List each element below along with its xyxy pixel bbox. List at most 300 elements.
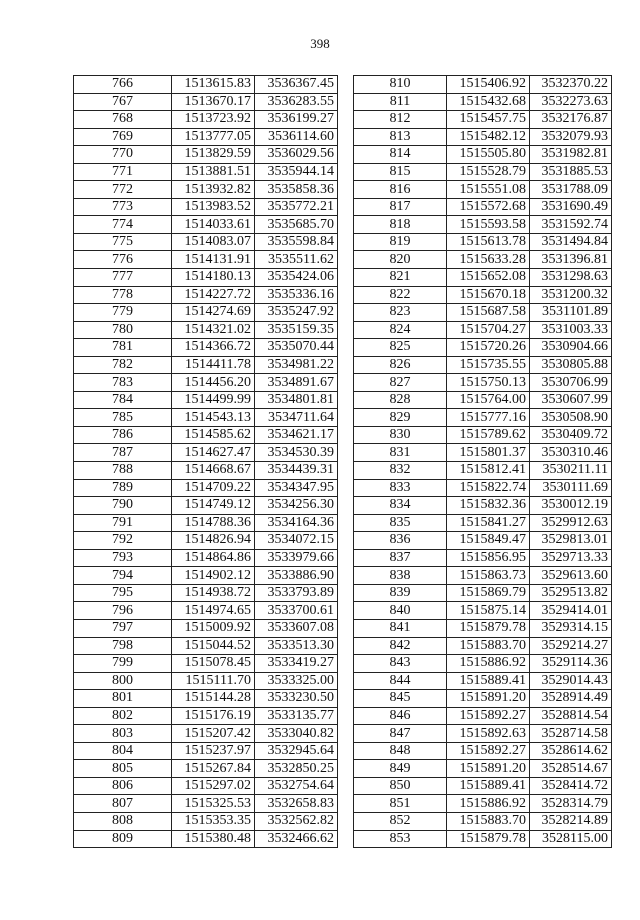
y-coordinate-cell: 3528115.00 — [530, 830, 612, 848]
y-coordinate-cell: 3531298.63 — [530, 269, 612, 287]
x-coordinate-cell: 1515735.55 — [447, 356, 530, 374]
table-row — [74, 532, 338, 550]
y-coordinate-cell: 3534164.36 — [255, 514, 338, 532]
x-coordinate-cell: 1515863.73 — [447, 567, 530, 585]
table-row — [74, 777, 338, 795]
point-number-cell: 777 — [74, 269, 172, 287]
y-coordinate-cell: 3529114.36 — [530, 655, 612, 673]
point-number-cell: 838 — [354, 567, 447, 585]
point-number-cell: 786 — [74, 426, 172, 444]
page-number: 398 — [310, 36, 330, 51]
table-row — [74, 286, 338, 304]
point-number-cell: 847 — [354, 725, 447, 743]
table-row — [354, 339, 612, 357]
x-coordinate-cell: 1514788.36 — [172, 514, 255, 532]
point-number-cell: 816 — [354, 181, 447, 199]
table-row — [354, 76, 612, 94]
point-number-cell: 810 — [354, 76, 447, 94]
x-coordinate-cell: 1514227.72 — [172, 286, 255, 304]
point-number-cell: 787 — [74, 444, 172, 462]
x-coordinate-cell: 1515879.78 — [447, 830, 530, 848]
point-number-cell: 812 — [354, 111, 447, 129]
point-number-cell: 824 — [354, 321, 447, 339]
x-coordinate-cell: 1515505.80 — [447, 146, 530, 164]
y-coordinate-cell: 3531592.74 — [530, 216, 612, 234]
point-number-cell: 768 — [74, 111, 172, 129]
point-number-cell: 774 — [74, 216, 172, 234]
x-coordinate-cell: 1514902.12 — [172, 567, 255, 585]
point-number-cell: 776 — [74, 251, 172, 269]
x-coordinate-cell: 1514131.91 — [172, 251, 255, 269]
x-coordinate-cell: 1515009.92 — [172, 619, 255, 637]
x-coordinate-cell: 1515849.47 — [447, 532, 530, 550]
y-coordinate-cell: 3535511.62 — [255, 251, 338, 269]
x-coordinate-cell: 1513670.17 — [172, 93, 255, 111]
point-number-cell: 791 — [74, 514, 172, 532]
x-coordinate-cell: 1514974.65 — [172, 602, 255, 620]
point-number-cell: 802 — [74, 707, 172, 725]
point-number-cell: 807 — [74, 795, 172, 813]
y-coordinate-cell: 3534347.95 — [255, 479, 338, 497]
x-coordinate-cell: 1514749.12 — [172, 497, 255, 515]
y-coordinate-cell: 3535336.16 — [255, 286, 338, 304]
x-coordinate-cell: 1513983.52 — [172, 198, 255, 216]
y-coordinate-cell: 3535685.70 — [255, 216, 338, 234]
table-row — [354, 356, 612, 374]
x-coordinate-cell: 1515613.78 — [447, 233, 530, 251]
table-row — [354, 181, 612, 199]
point-number-cell: 843 — [354, 655, 447, 673]
x-coordinate-cell: 1514274.69 — [172, 304, 255, 322]
x-coordinate-cell: 1513777.05 — [172, 128, 255, 146]
point-number-cell: 831 — [354, 444, 447, 462]
y-coordinate-cell: 3532176.87 — [530, 111, 612, 129]
y-coordinate-cell: 3531003.33 — [530, 321, 612, 339]
table-row — [354, 304, 612, 322]
y-coordinate-cell: 3528614.62 — [530, 742, 612, 760]
point-number-cell: 779 — [74, 304, 172, 322]
point-number-cell: 821 — [354, 269, 447, 287]
x-coordinate-cell: 1514543.13 — [172, 409, 255, 427]
y-coordinate-cell: 3530012.19 — [530, 497, 612, 515]
table-row — [354, 830, 612, 848]
point-number-cell: 853 — [354, 830, 447, 848]
x-coordinate-cell: 1515297.02 — [172, 777, 255, 795]
x-coordinate-cell: 1514411.78 — [172, 356, 255, 374]
table-row — [354, 619, 612, 637]
x-coordinate-cell: 1515380.48 — [172, 830, 255, 848]
table-row — [354, 163, 612, 181]
point-number-cell: 851 — [354, 795, 447, 813]
x-coordinate-cell: 1514585.62 — [172, 426, 255, 444]
x-coordinate-cell: 1515551.08 — [447, 181, 530, 199]
y-coordinate-cell: 3536029.56 — [255, 146, 338, 164]
table-row — [354, 549, 612, 567]
point-number-cell: 767 — [74, 93, 172, 111]
y-coordinate-cell: 3533793.89 — [255, 584, 338, 602]
table-row — [354, 655, 612, 673]
table-row — [74, 619, 338, 637]
point-number-cell: 788 — [74, 462, 172, 480]
y-coordinate-cell: 3534711.64 — [255, 409, 338, 427]
y-coordinate-cell: 3532079.93 — [530, 128, 612, 146]
y-coordinate-cell: 3533419.27 — [255, 655, 338, 673]
point-number-cell: 814 — [354, 146, 447, 164]
table-row — [354, 321, 612, 339]
y-coordinate-cell: 3532945.64 — [255, 742, 338, 760]
x-coordinate-cell: 1514456.20 — [172, 374, 255, 392]
table-row — [354, 444, 612, 462]
table-row — [74, 198, 338, 216]
y-coordinate-cell: 3528514.67 — [530, 760, 612, 778]
x-coordinate-cell: 1513932.82 — [172, 181, 255, 199]
y-coordinate-cell: 3528314.79 — [530, 795, 612, 813]
y-coordinate-cell: 3533513.30 — [255, 637, 338, 655]
table-row — [74, 374, 338, 392]
x-coordinate-cell: 1514321.02 — [172, 321, 255, 339]
table-row — [74, 707, 338, 725]
table-row — [74, 812, 338, 830]
y-coordinate-cell: 3530706.99 — [530, 374, 612, 392]
y-coordinate-cell: 3529513.82 — [530, 584, 612, 602]
y-coordinate-cell: 3528914.49 — [530, 690, 612, 708]
table-row — [74, 795, 338, 813]
x-coordinate-cell: 1514864.86 — [172, 549, 255, 567]
point-number-cell: 819 — [354, 233, 447, 251]
point-number-cell: 832 — [354, 462, 447, 480]
x-coordinate-cell: 1515457.75 — [447, 111, 530, 129]
x-coordinate-cell: 1515078.45 — [172, 655, 255, 673]
x-coordinate-cell: 1514083.07 — [172, 233, 255, 251]
point-number-cell: 794 — [74, 567, 172, 585]
table-row — [74, 216, 338, 234]
x-coordinate-cell: 1515841.27 — [447, 514, 530, 532]
y-coordinate-cell: 3531396.81 — [530, 251, 612, 269]
y-coordinate-cell: 3532466.62 — [255, 830, 338, 848]
x-coordinate-cell: 1515777.16 — [447, 409, 530, 427]
point-number-cell: 817 — [354, 198, 447, 216]
table-row — [354, 269, 612, 287]
y-coordinate-cell: 3528714.58 — [530, 725, 612, 743]
table-row — [74, 304, 338, 322]
y-coordinate-cell: 3528814.54 — [530, 707, 612, 725]
y-coordinate-cell: 3535247.92 — [255, 304, 338, 322]
table-row — [74, 111, 338, 129]
x-coordinate-cell: 1515652.08 — [447, 269, 530, 287]
point-number-cell: 848 — [354, 742, 447, 760]
table-row — [74, 479, 338, 497]
table-row — [74, 356, 338, 374]
x-coordinate-cell: 1515144.28 — [172, 690, 255, 708]
x-coordinate-cell: 1515176.19 — [172, 707, 255, 725]
point-number-cell: 837 — [354, 549, 447, 567]
x-coordinate-cell: 1514033.61 — [172, 216, 255, 234]
y-coordinate-cell: 3531200.32 — [530, 286, 612, 304]
point-number-cell: 803 — [74, 725, 172, 743]
point-number-cell: 790 — [74, 497, 172, 515]
point-number-cell: 846 — [354, 707, 447, 725]
x-coordinate-cell: 1515869.79 — [447, 584, 530, 602]
coordinate-table-right — [353, 75, 612, 848]
y-coordinate-cell: 3533135.77 — [255, 707, 338, 725]
y-coordinate-cell: 3536199.27 — [255, 111, 338, 129]
y-coordinate-cell: 3532370.22 — [530, 76, 612, 94]
point-number-cell: 770 — [74, 146, 172, 164]
x-coordinate-cell: 1513615.83 — [172, 76, 255, 94]
point-number-cell: 834 — [354, 497, 447, 515]
table-row — [354, 391, 612, 409]
point-number-cell: 800 — [74, 672, 172, 690]
x-coordinate-cell: 1515822.74 — [447, 479, 530, 497]
point-number-cell: 842 — [354, 637, 447, 655]
y-coordinate-cell: 3536283.55 — [255, 93, 338, 111]
y-coordinate-cell: 3535598.84 — [255, 233, 338, 251]
y-coordinate-cell: 3535772.21 — [255, 198, 338, 216]
table-row — [74, 181, 338, 199]
point-number-cell: 781 — [74, 339, 172, 357]
x-coordinate-cell: 1515482.12 — [447, 128, 530, 146]
y-coordinate-cell: 3536114.60 — [255, 128, 338, 146]
x-coordinate-cell: 1515892.27 — [447, 707, 530, 725]
x-coordinate-cell: 1515891.20 — [447, 690, 530, 708]
point-number-cell: 792 — [74, 532, 172, 550]
table-row — [74, 742, 338, 760]
point-number-cell: 773 — [74, 198, 172, 216]
y-coordinate-cell: 3528214.89 — [530, 812, 612, 830]
table-row — [354, 795, 612, 813]
y-coordinate-cell: 3530607.99 — [530, 391, 612, 409]
y-coordinate-cell: 3532562.82 — [255, 812, 338, 830]
y-coordinate-cell: 3531885.53 — [530, 163, 612, 181]
table-row — [354, 725, 612, 743]
y-coordinate-cell: 3530310.46 — [530, 444, 612, 462]
point-number-cell: 836 — [354, 532, 447, 550]
table-row — [74, 462, 338, 480]
point-number-cell: 828 — [354, 391, 447, 409]
y-coordinate-cell: 3532754.64 — [255, 777, 338, 795]
table-row — [74, 725, 338, 743]
point-number-cell: 822 — [354, 286, 447, 304]
table-row — [74, 163, 338, 181]
point-number-cell: 797 — [74, 619, 172, 637]
y-coordinate-cell: 3531690.49 — [530, 198, 612, 216]
point-number-cell: 815 — [354, 163, 447, 181]
point-number-cell: 813 — [354, 128, 447, 146]
y-coordinate-cell: 3531982.81 — [530, 146, 612, 164]
table-row — [74, 655, 338, 673]
x-coordinate-cell: 1513723.92 — [172, 111, 255, 129]
point-number-cell: 784 — [74, 391, 172, 409]
table-row — [354, 707, 612, 725]
point-number-cell: 829 — [354, 409, 447, 427]
table-row — [74, 251, 338, 269]
table-row — [354, 584, 612, 602]
table-row — [74, 391, 338, 409]
table-row — [74, 690, 338, 708]
point-number-cell: 844 — [354, 672, 447, 690]
y-coordinate-cell: 3533325.00 — [255, 672, 338, 690]
y-coordinate-cell: 3530805.88 — [530, 356, 612, 374]
table-row — [354, 374, 612, 392]
table-row — [74, 128, 338, 146]
table-row — [74, 93, 338, 111]
x-coordinate-cell: 1515891.20 — [447, 760, 530, 778]
y-coordinate-cell: 3531101.89 — [530, 304, 612, 322]
point-number-cell: 830 — [354, 426, 447, 444]
table-row — [354, 514, 612, 532]
x-coordinate-cell: 1515267.84 — [172, 760, 255, 778]
table-row — [354, 233, 612, 251]
point-number-cell: 826 — [354, 356, 447, 374]
x-coordinate-cell: 1515720.26 — [447, 339, 530, 357]
x-coordinate-cell: 1515044.52 — [172, 637, 255, 655]
point-number-cell: 785 — [74, 409, 172, 427]
table-row — [74, 567, 338, 585]
table-row — [354, 111, 612, 129]
x-coordinate-cell: 1514668.67 — [172, 462, 255, 480]
point-number-cell: 772 — [74, 181, 172, 199]
y-coordinate-cell: 3530409.72 — [530, 426, 612, 444]
point-number-cell: 811 — [354, 93, 447, 111]
y-coordinate-cell: 3530111.69 — [530, 479, 612, 497]
table-row — [74, 409, 338, 427]
point-number-cell: 839 — [354, 584, 447, 602]
x-coordinate-cell: 1514366.72 — [172, 339, 255, 357]
x-coordinate-cell: 1515572.68 — [447, 198, 530, 216]
x-coordinate-cell: 1515889.41 — [447, 777, 530, 795]
y-coordinate-cell: 3529912.63 — [530, 514, 612, 532]
point-number-cell: 850 — [354, 777, 447, 795]
x-coordinate-cell: 1514627.47 — [172, 444, 255, 462]
y-coordinate-cell: 3529713.33 — [530, 549, 612, 567]
x-coordinate-cell: 1514180.13 — [172, 269, 255, 287]
x-coordinate-cell: 1515892.63 — [447, 725, 530, 743]
table-row — [354, 146, 612, 164]
point-number-cell: 783 — [74, 374, 172, 392]
table-row — [74, 760, 338, 778]
x-coordinate-cell: 1515633.28 — [447, 251, 530, 269]
table-row — [74, 269, 338, 287]
point-number-cell: 825 — [354, 339, 447, 357]
y-coordinate-cell: 3533979.66 — [255, 549, 338, 567]
y-coordinate-cell: 3529314.15 — [530, 619, 612, 637]
table-row — [354, 760, 612, 778]
point-number-cell: 820 — [354, 251, 447, 269]
x-coordinate-cell: 1515875.14 — [447, 602, 530, 620]
point-number-cell: 841 — [354, 619, 447, 637]
table-row — [354, 672, 612, 690]
x-coordinate-cell: 1514826.94 — [172, 532, 255, 550]
y-coordinate-cell: 3528414.72 — [530, 777, 612, 795]
x-coordinate-cell: 1515687.58 — [447, 304, 530, 322]
x-coordinate-cell: 1515812.41 — [447, 462, 530, 480]
x-coordinate-cell: 1515801.37 — [447, 444, 530, 462]
table-row — [74, 146, 338, 164]
table-row — [74, 602, 338, 620]
y-coordinate-cell: 3530211.11 — [530, 462, 612, 480]
x-coordinate-cell: 1515704.27 — [447, 321, 530, 339]
y-coordinate-cell: 3529414.01 — [530, 602, 612, 620]
table-row — [354, 497, 612, 515]
y-coordinate-cell: 3534891.67 — [255, 374, 338, 392]
y-coordinate-cell: 3534801.81 — [255, 391, 338, 409]
table-row — [74, 497, 338, 515]
x-coordinate-cell: 1515528.79 — [447, 163, 530, 181]
y-coordinate-cell: 3529613.60 — [530, 567, 612, 585]
table-row — [74, 672, 338, 690]
point-number-cell: 845 — [354, 690, 447, 708]
table-row — [74, 514, 338, 532]
y-coordinate-cell: 3530904.66 — [530, 339, 612, 357]
y-coordinate-cell: 3532273.63 — [530, 93, 612, 111]
point-number-cell: 805 — [74, 760, 172, 778]
x-coordinate-cell: 1515325.53 — [172, 795, 255, 813]
table-row — [354, 93, 612, 111]
table-row — [354, 637, 612, 655]
table-row — [354, 198, 612, 216]
x-coordinate-cell: 1515883.70 — [447, 637, 530, 655]
x-coordinate-cell: 1515832.36 — [447, 497, 530, 515]
y-coordinate-cell: 3529813.01 — [530, 532, 612, 550]
table-row — [354, 690, 612, 708]
y-coordinate-cell: 3534256.30 — [255, 497, 338, 515]
y-coordinate-cell: 3535944.14 — [255, 163, 338, 181]
x-coordinate-cell: 1515593.58 — [447, 216, 530, 234]
y-coordinate-cell: 3532658.83 — [255, 795, 338, 813]
x-coordinate-cell: 1515237.97 — [172, 742, 255, 760]
y-coordinate-cell: 3531788.09 — [530, 181, 612, 199]
x-coordinate-cell: 1515879.78 — [447, 619, 530, 637]
y-coordinate-cell: 3533607.08 — [255, 619, 338, 637]
table-row — [74, 549, 338, 567]
x-coordinate-cell: 1514499.99 — [172, 391, 255, 409]
y-coordinate-cell: 3535858.36 — [255, 181, 338, 199]
y-coordinate-cell: 3533230.50 — [255, 690, 338, 708]
x-coordinate-cell: 1515764.00 — [447, 391, 530, 409]
point-number-cell: 827 — [354, 374, 447, 392]
x-coordinate-cell: 1515432.68 — [447, 93, 530, 111]
x-coordinate-cell: 1515892.27 — [447, 742, 530, 760]
y-coordinate-cell: 3531494.84 — [530, 233, 612, 251]
point-number-cell: 782 — [74, 356, 172, 374]
table-row — [354, 742, 612, 760]
x-coordinate-cell: 1515883.70 — [447, 812, 530, 830]
y-coordinate-cell: 3530508.90 — [530, 409, 612, 427]
point-number-cell: 795 — [74, 584, 172, 602]
table-row — [354, 286, 612, 304]
y-coordinate-cell: 3536367.45 — [255, 76, 338, 94]
table-row — [354, 426, 612, 444]
point-number-cell: 808 — [74, 812, 172, 830]
point-number-cell: 793 — [74, 549, 172, 567]
point-number-cell: 833 — [354, 479, 447, 497]
table-row — [74, 339, 338, 357]
point-number-cell: 840 — [354, 602, 447, 620]
y-coordinate-cell: 3535424.06 — [255, 269, 338, 287]
coordinate-table-left — [73, 75, 338, 848]
point-number-cell: 804 — [74, 742, 172, 760]
y-coordinate-cell: 3534072.15 — [255, 532, 338, 550]
table-row — [354, 777, 612, 795]
point-number-cell: 835 — [354, 514, 447, 532]
point-number-cell: 823 — [354, 304, 447, 322]
table-row — [74, 584, 338, 602]
x-coordinate-cell: 1513829.59 — [172, 146, 255, 164]
y-coordinate-cell: 3529214.27 — [530, 637, 612, 655]
y-coordinate-cell: 3529014.43 — [530, 672, 612, 690]
y-coordinate-cell: 3533040.82 — [255, 725, 338, 743]
x-coordinate-cell: 1514709.22 — [172, 479, 255, 497]
